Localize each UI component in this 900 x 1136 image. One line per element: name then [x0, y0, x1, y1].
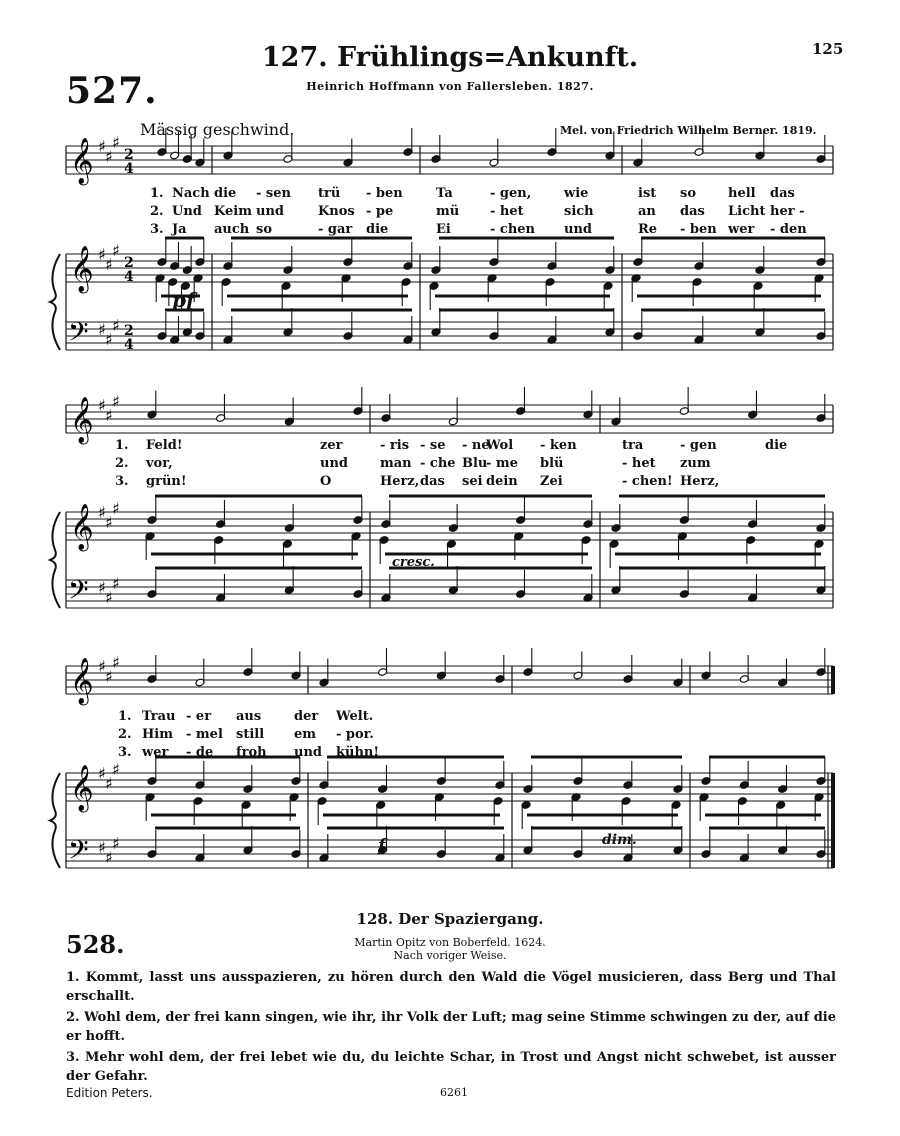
- brace: [50, 512, 60, 608]
- brace: [50, 773, 60, 868]
- lyric-word: Re: [638, 222, 658, 237]
- lyric-word: das: [680, 204, 705, 219]
- song2-title: 128. Der Spaziergang.: [356, 910, 544, 928]
- time-signature: 2: [124, 323, 134, 339]
- lyric-word: wie: [564, 186, 589, 201]
- treble-clef: 𝄞: [70, 658, 94, 704]
- song-author: Heinrich Hoffmann von Fallersleben. 1827.: [306, 80, 594, 93]
- sharp-sign: ♯: [105, 147, 113, 166]
- dynamic-cresc: cresc.: [392, 555, 435, 570]
- sharp-sign: ♯: [112, 316, 120, 335]
- lyric-word: das: [420, 474, 445, 489]
- lyric-word: still: [236, 727, 265, 742]
- sharp-sign: ♯: [98, 245, 106, 264]
- treble-clef: 𝄞: [70, 504, 94, 550]
- lyric-word: zum: [680, 456, 711, 471]
- lyric-word: Wol: [486, 438, 514, 453]
- lyric-word: Feld!: [146, 438, 183, 453]
- time-signature: 2: [124, 147, 134, 163]
- lyric-word: mü: [436, 204, 460, 219]
- lyric-word: - ris: [380, 438, 410, 453]
- lyric-word: Welt.: [336, 709, 374, 724]
- lyric-word: 1.: [115, 438, 129, 453]
- lyric-word: zer: [320, 438, 343, 453]
- sharp-sign: ♯: [105, 330, 113, 349]
- sharp-sign: ♯: [112, 574, 120, 593]
- lyric-word: an: [638, 204, 656, 219]
- lyric-word: ist: [638, 186, 657, 201]
- lyric-word: und: [294, 745, 322, 760]
- bass-clef: 𝄢: [68, 316, 89, 354]
- lyric-word: tra: [622, 438, 644, 453]
- lyric-word: her -: [770, 204, 805, 219]
- lyric-word: - ne: [462, 438, 490, 453]
- song-number-528: 528.: [66, 930, 125, 959]
- lyric-word: - pe: [366, 204, 394, 219]
- lyric-word: Herz,: [680, 474, 720, 489]
- lyric-word: Blu: [462, 456, 488, 471]
- song2-verse-3: 3. Mehr wohl dem, der frei lebet wie du, du leichte Schar, in Trost und Angst nicht schwebet, ist ausser der Gefahr.: [66, 1050, 836, 1084]
- lyric-word: - gar: [318, 222, 353, 237]
- lyric-word: Nach: [172, 186, 210, 201]
- lyric-word: 2.: [118, 727, 132, 742]
- lyric-word: grün!: [146, 474, 187, 489]
- song-title: 127. Frühlings=Ankunft.: [261, 42, 639, 73]
- lyric-word: 2.: [115, 456, 129, 471]
- sharp-sign: ♯: [112, 392, 120, 411]
- sharp-sign: ♯: [105, 588, 113, 607]
- sharp-sign: ♯: [105, 255, 113, 274]
- lyric-word: - che: [420, 456, 456, 471]
- lyric-word: auch: [214, 222, 250, 237]
- lyric-word: vor,: [146, 456, 173, 471]
- lyric-word: 2.: [150, 204, 164, 219]
- dynamic-f: f: [378, 836, 386, 856]
- lyric-word: - de: [186, 745, 214, 760]
- lyric-word: - ben: [680, 222, 717, 237]
- lyric-word: - sen: [256, 186, 291, 201]
- lyric-word: Zei: [540, 474, 563, 489]
- dynamic-dim: dim.: [602, 832, 637, 848]
- sharp-sign: ♯: [105, 848, 113, 867]
- sharp-sign: ♯: [105, 406, 113, 425]
- sharp-sign: ♯: [112, 834, 120, 853]
- lyric-word: O: [320, 474, 332, 489]
- lyric-word: - ken: [540, 438, 577, 453]
- sharp-sign: ♯: [112, 241, 120, 260]
- melody-credit: Mel. von Friedrich Wilhelm Berner. 1819.: [560, 124, 817, 137]
- lyric-word: blü: [540, 456, 564, 471]
- tempo-marking: Mässig geschwind.: [140, 120, 295, 139]
- lyric-word: em: [294, 727, 317, 742]
- lyric-word: aus: [236, 709, 262, 724]
- sharp-sign: ♯: [105, 513, 113, 532]
- lyric-word: 3.: [115, 474, 129, 489]
- lyric-word: Ta: [436, 186, 453, 201]
- sharp-sign: ♯: [98, 137, 106, 156]
- lyric-word: trü: [318, 186, 341, 201]
- time-signature: 4: [124, 161, 134, 177]
- time-signature: 2: [124, 255, 134, 271]
- lyric-word: kühn!: [336, 745, 380, 760]
- lyric-word: - chen: [490, 222, 536, 237]
- sharp-sign: ♯: [105, 774, 113, 793]
- lyric-word: - mel: [186, 727, 223, 742]
- lyric-word: und: [320, 456, 348, 471]
- lyric-word: - chen!: [622, 474, 673, 489]
- song2-subtitle: Nach voriger Weise.: [393, 949, 507, 962]
- bass-clef: 𝄢: [68, 574, 89, 612]
- lyric-word: - het: [490, 204, 524, 219]
- publisher: Edition Peters.: [66, 1086, 153, 1100]
- lyric-word: sei: [462, 474, 483, 489]
- lyric-word: die: [214, 186, 237, 201]
- song-number-527: 527.: [66, 70, 158, 112]
- lyric-word: sich: [564, 204, 594, 219]
- lyric-word: - ben: [366, 186, 403, 201]
- sharp-sign: ♯: [98, 764, 106, 783]
- sharp-sign: ♯: [98, 578, 106, 597]
- lyric-word: 3.: [118, 745, 132, 760]
- lyric-word: die: [366, 222, 389, 237]
- lyric-word: Und: [172, 204, 202, 219]
- lyric-word: - het: [622, 456, 656, 471]
- lyric-word: Herz,: [380, 474, 420, 489]
- lyric-word: 1.: [150, 186, 164, 201]
- time-signature: 4: [124, 269, 134, 285]
- lyric-word: und: [564, 222, 592, 237]
- page-number: 125: [812, 40, 844, 58]
- song2-verse-2: 2. Wohl dem, der frei kann singen, wie ihr, ihr Volk der Luft; mag seine Stimme schwingen zu der, auf die er hofft.: [66, 1010, 836, 1044]
- lyric-word: - gen: [680, 438, 717, 453]
- song2-author: Martin Opitz von Boberfeld. 1624.: [354, 936, 546, 949]
- sharp-sign: ♯: [112, 133, 120, 152]
- lyric-word: wer: [728, 222, 755, 237]
- sharp-sign: ♯: [98, 838, 106, 857]
- lyric-word: - gen,: [490, 186, 532, 201]
- lyric-word: der: [294, 709, 319, 724]
- lyric-word: Knos: [318, 204, 355, 219]
- lyric-word: die: [765, 438, 788, 453]
- lyric-word: wer: [142, 745, 169, 760]
- sharp-sign: ♯: [105, 667, 113, 686]
- sharp-sign: ♯: [98, 657, 106, 676]
- lyric-word: - por.: [336, 727, 374, 742]
- dynamic-pf: pf: [172, 288, 195, 312]
- treble-clef: 𝄞: [70, 138, 94, 184]
- sharp-sign: ♯: [112, 499, 120, 518]
- lyric-word: und: [256, 204, 284, 219]
- sharp-sign: ♯: [112, 760, 120, 779]
- lyric-word: froh: [236, 745, 267, 760]
- lyric-word: dein: [486, 474, 518, 489]
- plate-number: 6261: [440, 1086, 468, 1099]
- bass-clef: 𝄢: [68, 834, 89, 872]
- treble-clef: 𝄞: [70, 765, 94, 811]
- treble-clef: 𝄞: [70, 246, 94, 292]
- lyric-word: - den: [770, 222, 807, 237]
- lyric-word: Trau: [142, 709, 176, 724]
- lyric-word: - se: [420, 438, 446, 453]
- lyric-word: - er: [186, 709, 212, 724]
- time-signature: 4: [124, 337, 134, 353]
- brace: [50, 254, 60, 350]
- lyric-word: 1.: [118, 709, 132, 724]
- lyric-word: man: [380, 456, 412, 471]
- lyric-word: Him: [142, 727, 173, 742]
- lyric-word: Ei: [436, 222, 451, 237]
- sharp-sign: ♯: [98, 503, 106, 522]
- song2-verse-1: 1. Kommt, lasst uns ausspazieren, zu hören durch den Wald die Vögel musicieren, dass Berg und Thal erschallt.: [66, 970, 836, 1004]
- lyric-word: so: [256, 222, 272, 237]
- lyric-word: das: [770, 186, 795, 201]
- lyric-word: 3.: [150, 222, 164, 237]
- lyric-word: Ja: [172, 222, 187, 237]
- sharp-sign: ♯: [98, 320, 106, 339]
- sharp-sign: ♯: [112, 653, 120, 672]
- sharp-sign: ♯: [98, 396, 106, 415]
- lyric-word: - me: [486, 456, 518, 471]
- lyric-word: Keim: [214, 204, 252, 219]
- lyric-word: so: [680, 186, 696, 201]
- lyric-word: hell: [728, 186, 756, 201]
- lyric-word: Licht: [728, 204, 766, 219]
- treble-clef: 𝄞: [70, 397, 94, 443]
